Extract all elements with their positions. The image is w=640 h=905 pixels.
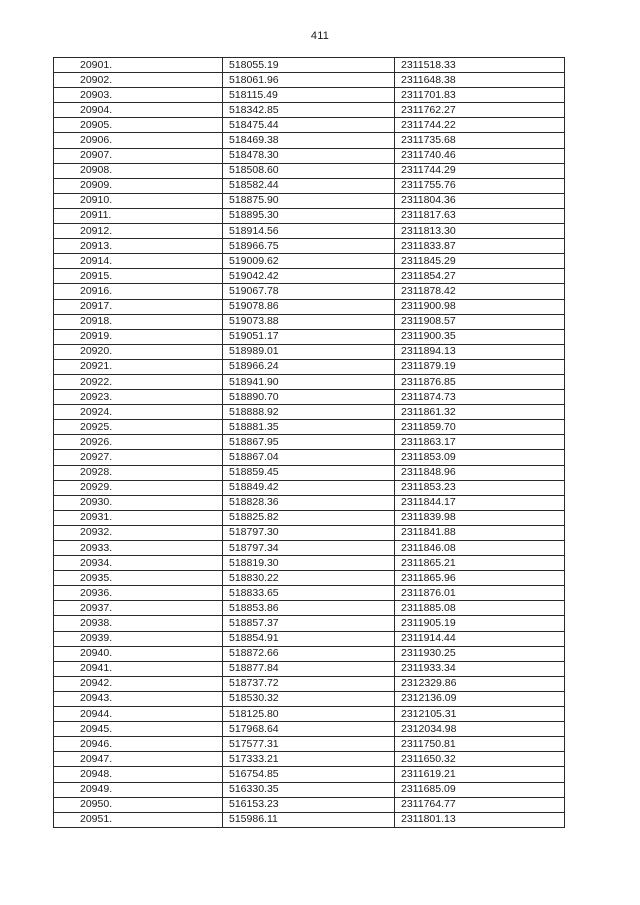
y-coordinate-cell: 2311853.23 [395, 480, 565, 495]
point-id-cell: 20920. [54, 344, 223, 359]
x-coordinate-cell: 519009.62 [223, 254, 395, 269]
x-coordinate-cell: 515986.11 [223, 812, 395, 827]
x-coordinate-cell: 518115.49 [223, 88, 395, 103]
y-coordinate-cell: 2311701.83 [395, 88, 565, 103]
x-coordinate-cell: 518966.24 [223, 359, 395, 374]
table-row [54, 344, 565, 359]
page-number: 411 [310, 30, 330, 42]
point-id-cell: 20915. [54, 269, 223, 284]
x-coordinate-cell: 516754.85 [223, 767, 395, 782]
point-id-cell: 20917. [54, 299, 223, 314]
point-id-cell: 20910. [54, 193, 223, 208]
point-id-cell: 20904. [54, 103, 223, 118]
x-coordinate-cell: 518582.44 [223, 178, 395, 193]
table-row [54, 314, 565, 329]
table-row [54, 465, 565, 480]
x-coordinate-cell: 518895.30 [223, 208, 395, 223]
coordinates-table [53, 57, 565, 828]
y-coordinate-cell: 2311841.88 [395, 525, 565, 540]
x-coordinate-cell: 518853.86 [223, 601, 395, 616]
y-coordinate-cell: 2311853.09 [395, 450, 565, 465]
y-coordinate-cell: 2311874.73 [395, 390, 565, 405]
x-coordinate-cell: 517333.21 [223, 752, 395, 767]
x-coordinate-cell: 518989.01 [223, 344, 395, 359]
x-coordinate-cell: 517968.64 [223, 722, 395, 737]
y-coordinate-cell: 2311845.29 [395, 254, 565, 269]
y-coordinate-cell: 2311894.13 [395, 344, 565, 359]
y-coordinate-cell: 2311619.21 [395, 767, 565, 782]
y-coordinate-cell: 2311518.33 [395, 58, 565, 73]
table-row [54, 208, 565, 223]
point-id-cell: 20919. [54, 329, 223, 344]
point-id-cell: 20941. [54, 661, 223, 676]
point-id-cell: 20951. [54, 812, 223, 827]
y-coordinate-cell: 2311865.21 [395, 556, 565, 571]
y-coordinate-cell: 2312105.31 [395, 707, 565, 722]
point-id-cell: 20944. [54, 707, 223, 722]
table-row [54, 767, 565, 782]
x-coordinate-cell: 518833.65 [223, 586, 395, 601]
point-id-cell: 20945. [54, 722, 223, 737]
point-id-cell: 20930. [54, 495, 223, 510]
x-coordinate-cell: 518478.30 [223, 148, 395, 163]
x-coordinate-cell: 518819.30 [223, 556, 395, 571]
table-row [54, 646, 565, 661]
x-coordinate-cell: 519042.42 [223, 269, 395, 284]
point-id-cell: 20950. [54, 797, 223, 812]
table-row [54, 284, 565, 299]
x-coordinate-cell: 518872.66 [223, 646, 395, 661]
point-id-cell: 20939. [54, 631, 223, 646]
point-id-cell: 20909. [54, 178, 223, 193]
table-row [54, 299, 565, 314]
y-coordinate-cell: 2311744.22 [395, 118, 565, 133]
point-id-cell: 20921. [54, 359, 223, 374]
point-id-cell: 20927. [54, 450, 223, 465]
x-coordinate-cell: 516153.23 [223, 797, 395, 812]
x-coordinate-cell: 516330.35 [223, 782, 395, 797]
table-row [54, 224, 565, 239]
y-coordinate-cell: 2311914.44 [395, 631, 565, 646]
table-row [54, 525, 565, 540]
x-coordinate-cell: 518737.72 [223, 676, 395, 691]
y-coordinate-cell: 2311740.46 [395, 148, 565, 163]
y-coordinate-cell: 2311764.77 [395, 797, 565, 812]
point-id-cell: 20942. [54, 676, 223, 691]
x-coordinate-cell: 518881.35 [223, 420, 395, 435]
y-coordinate-cell: 2311844.17 [395, 495, 565, 510]
y-coordinate-cell: 2311933.34 [395, 661, 565, 676]
x-coordinate-cell: 518508.60 [223, 163, 395, 178]
x-coordinate-cell: 518469.38 [223, 133, 395, 148]
table-row [54, 631, 565, 646]
y-coordinate-cell: 2312329.86 [395, 676, 565, 691]
x-coordinate-cell: 518797.34 [223, 541, 395, 556]
point-id-cell: 20935. [54, 571, 223, 586]
point-id-cell: 20902. [54, 73, 223, 88]
coordinates-table-body [54, 58, 565, 828]
table-row [54, 556, 565, 571]
point-id-cell: 20918. [54, 314, 223, 329]
point-id-cell: 20940. [54, 646, 223, 661]
y-coordinate-cell: 2312034.98 [395, 722, 565, 737]
y-coordinate-cell: 2311863.17 [395, 435, 565, 450]
table-row [54, 329, 565, 344]
x-coordinate-cell: 518797.30 [223, 525, 395, 540]
table-row [54, 676, 565, 691]
point-id-cell: 20928. [54, 465, 223, 480]
table-row [54, 374, 565, 389]
point-id-cell: 20948. [54, 767, 223, 782]
x-coordinate-cell: 518055.19 [223, 58, 395, 73]
table-row [54, 661, 565, 676]
x-coordinate-cell: 518854.91 [223, 631, 395, 646]
point-id-cell: 20947. [54, 752, 223, 767]
x-coordinate-cell: 518342.85 [223, 103, 395, 118]
x-coordinate-cell: 519067.78 [223, 284, 395, 299]
y-coordinate-cell: 2311876.85 [395, 374, 565, 389]
table-row [54, 722, 565, 737]
x-coordinate-cell: 517577.31 [223, 737, 395, 752]
table-row [54, 178, 565, 193]
table-row [54, 359, 565, 374]
point-id-cell: 20911. [54, 208, 223, 223]
table-row [54, 601, 565, 616]
table-row [54, 737, 565, 752]
table-row [54, 118, 565, 133]
table-row [54, 193, 565, 208]
y-coordinate-cell: 2311905.19 [395, 616, 565, 631]
table-row [54, 812, 565, 827]
y-coordinate-cell: 2311885.08 [395, 601, 565, 616]
x-coordinate-cell: 518825.82 [223, 510, 395, 525]
point-id-cell: 20946. [54, 737, 223, 752]
table-row [54, 239, 565, 254]
x-coordinate-cell: 518941.90 [223, 374, 395, 389]
y-coordinate-cell: 2311861.32 [395, 405, 565, 420]
table-row [54, 254, 565, 269]
x-coordinate-cell: 518890.70 [223, 390, 395, 405]
x-coordinate-cell: 518530.32 [223, 691, 395, 706]
x-coordinate-cell: 518830.22 [223, 571, 395, 586]
point-id-cell: 20901. [54, 58, 223, 73]
point-id-cell: 20938. [54, 616, 223, 631]
point-id-cell: 20932. [54, 525, 223, 540]
y-coordinate-cell: 2311648.38 [395, 73, 565, 88]
table-row [54, 269, 565, 284]
y-coordinate-cell: 2311833.87 [395, 239, 565, 254]
y-coordinate-cell: 2311813.30 [395, 224, 565, 239]
y-coordinate-cell: 2311685.09 [395, 782, 565, 797]
table-row [54, 510, 565, 525]
x-coordinate-cell: 518966.75 [223, 239, 395, 254]
point-id-cell: 20929. [54, 480, 223, 495]
y-coordinate-cell: 2311744.29 [395, 163, 565, 178]
y-coordinate-cell: 2311859.70 [395, 420, 565, 435]
table-row [54, 797, 565, 812]
point-id-cell: 20949. [54, 782, 223, 797]
y-coordinate-cell: 2311804.36 [395, 193, 565, 208]
y-coordinate-cell: 2311762.27 [395, 103, 565, 118]
table-row [54, 495, 565, 510]
y-coordinate-cell: 2311879.19 [395, 359, 565, 374]
x-coordinate-cell: 518867.95 [223, 435, 395, 450]
point-id-cell: 20905. [54, 118, 223, 133]
point-id-cell: 20906. [54, 133, 223, 148]
y-coordinate-cell: 2311865.96 [395, 571, 565, 586]
x-coordinate-cell: 518849.42 [223, 480, 395, 495]
y-coordinate-cell: 2311848.96 [395, 465, 565, 480]
table-row [54, 707, 565, 722]
point-id-cell: 20912. [54, 224, 223, 239]
y-coordinate-cell: 2312136.09 [395, 691, 565, 706]
point-id-cell: 20943. [54, 691, 223, 706]
point-id-cell: 20908. [54, 163, 223, 178]
y-coordinate-cell: 2311878.42 [395, 284, 565, 299]
y-coordinate-cell: 2311900.35 [395, 329, 565, 344]
table-row [54, 420, 565, 435]
point-id-cell: 20924. [54, 405, 223, 420]
y-coordinate-cell: 2311854.27 [395, 269, 565, 284]
table-row [54, 752, 565, 767]
y-coordinate-cell: 2311801.13 [395, 812, 565, 827]
x-coordinate-cell: 518475.44 [223, 118, 395, 133]
table-row [54, 782, 565, 797]
table-row [54, 616, 565, 631]
y-coordinate-cell: 2311900.98 [395, 299, 565, 314]
table-row [54, 103, 565, 118]
table-row [54, 586, 565, 601]
point-id-cell: 20931. [54, 510, 223, 525]
y-coordinate-cell: 2311735.68 [395, 133, 565, 148]
point-id-cell: 20923. [54, 390, 223, 405]
x-coordinate-cell: 518875.90 [223, 193, 395, 208]
x-coordinate-cell: 518877.84 [223, 661, 395, 676]
point-id-cell: 20907. [54, 148, 223, 163]
table-row [54, 133, 565, 148]
table-row [54, 571, 565, 586]
table-row [54, 541, 565, 556]
x-coordinate-cell: 518914.56 [223, 224, 395, 239]
y-coordinate-cell: 2311839.98 [395, 510, 565, 525]
x-coordinate-cell: 518859.45 [223, 465, 395, 480]
point-id-cell: 20916. [54, 284, 223, 299]
table-row [54, 58, 565, 73]
table-row [54, 450, 565, 465]
point-id-cell: 20926. [54, 435, 223, 450]
x-coordinate-cell: 519051.17 [223, 329, 395, 344]
y-coordinate-cell: 2311755.76 [395, 178, 565, 193]
point-id-cell: 20937. [54, 601, 223, 616]
y-coordinate-cell: 2311876.01 [395, 586, 565, 601]
point-id-cell: 20933. [54, 541, 223, 556]
table-row [54, 480, 565, 495]
table-row [54, 691, 565, 706]
point-id-cell: 20936. [54, 586, 223, 601]
point-id-cell: 20913. [54, 239, 223, 254]
y-coordinate-cell: 2311650.32 [395, 752, 565, 767]
point-id-cell: 20914. [54, 254, 223, 269]
table-row [54, 163, 565, 178]
x-coordinate-cell: 519078.86 [223, 299, 395, 314]
x-coordinate-cell: 518867.04 [223, 450, 395, 465]
point-id-cell: 20925. [54, 420, 223, 435]
y-coordinate-cell: 2311930.25 [395, 646, 565, 661]
x-coordinate-cell: 519073.88 [223, 314, 395, 329]
y-coordinate-cell: 2311750.81 [395, 737, 565, 752]
point-id-cell: 20903. [54, 88, 223, 103]
table-row [54, 435, 565, 450]
y-coordinate-cell: 2311846.08 [395, 541, 565, 556]
point-id-cell: 20934. [54, 556, 223, 571]
table-row [54, 88, 565, 103]
table-row [54, 73, 565, 88]
table-row [54, 405, 565, 420]
x-coordinate-cell: 518857.37 [223, 616, 395, 631]
table-row [54, 390, 565, 405]
x-coordinate-cell: 518828.36 [223, 495, 395, 510]
x-coordinate-cell: 518125.80 [223, 707, 395, 722]
x-coordinate-cell: 518888.92 [223, 405, 395, 420]
x-coordinate-cell: 518061.96 [223, 73, 395, 88]
y-coordinate-cell: 2311908.57 [395, 314, 565, 329]
table-row [54, 148, 565, 163]
y-coordinate-cell: 2311817.63 [395, 208, 565, 223]
point-id-cell: 20922. [54, 374, 223, 389]
